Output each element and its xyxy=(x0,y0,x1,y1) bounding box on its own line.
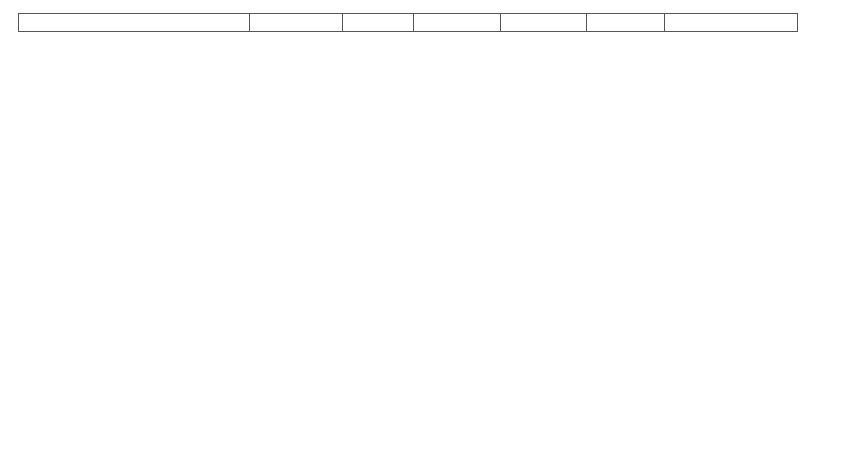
column-header xyxy=(501,14,587,32)
column-header xyxy=(587,14,665,32)
section-header-row xyxy=(19,14,798,32)
size-chart-table xyxy=(18,13,798,32)
size-chart-title xyxy=(19,14,250,32)
column-header xyxy=(250,14,343,32)
column-header xyxy=(343,14,414,32)
column-header xyxy=(665,14,798,32)
column-header xyxy=(414,14,501,32)
